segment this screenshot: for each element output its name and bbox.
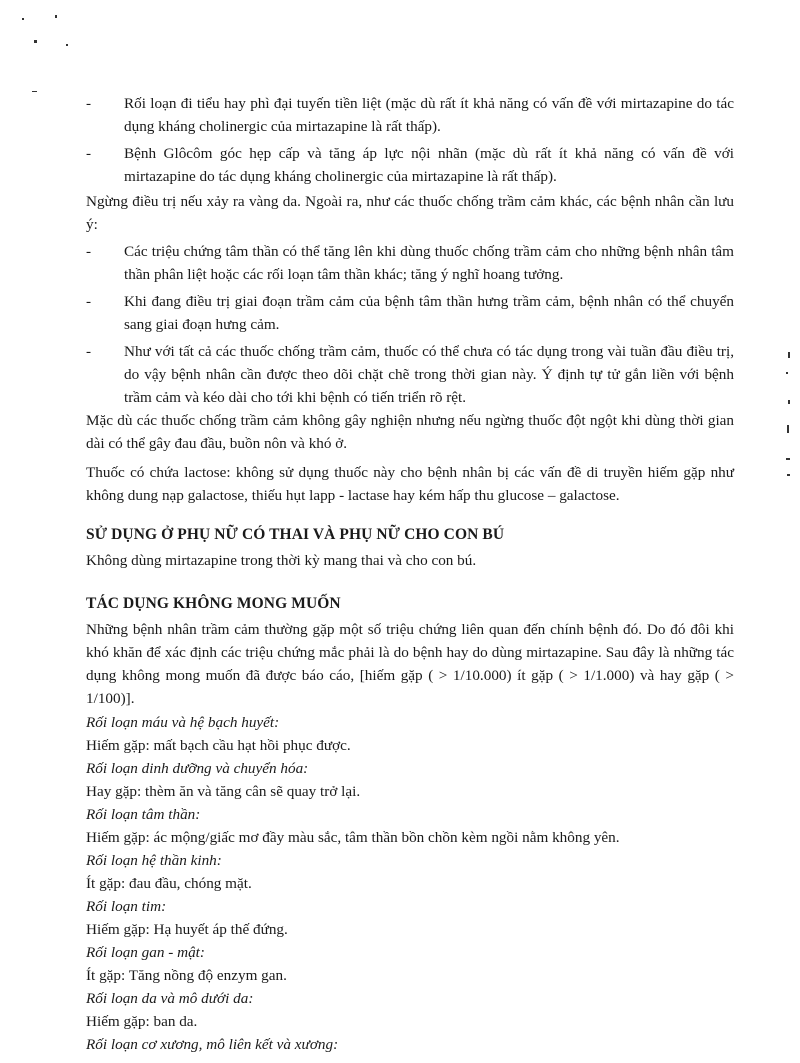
effect-detail: Hiếm gặp: ác mộng/giấc mơ đầy màu sắc, tâm thần bồn chồn kèm ngồi nằm không yên. bbox=[86, 829, 620, 846]
paragraph-pregnancy: Không dùng mirtazapine trong thời kỳ mang thai và cho con bú. bbox=[86, 552, 477, 569]
scan-speck bbox=[787, 425, 789, 433]
scan-speck bbox=[788, 400, 790, 404]
effect-category: Rối loạn tim: bbox=[86, 898, 167, 915]
effect-group bbox=[86, 803, 734, 849]
effect-category: Rối loạn da và mô dưới da: bbox=[86, 990, 254, 1007]
effect-group bbox=[86, 711, 734, 757]
bullet-dash: - bbox=[86, 243, 92, 260]
bullet-dash: - bbox=[86, 293, 92, 310]
heading-pregnancy: SỬ DỤNG Ở PHỤ NỮ CÓ THAI VÀ PHỤ NỮ CHO CON BÚ bbox=[86, 526, 505, 543]
effect-detail: Ít gặp: đau đầu, chóng mặt. bbox=[86, 875, 252, 892]
adverse-effects-list bbox=[86, 711, 734, 1056]
scan-speck bbox=[22, 18, 24, 20]
effect-category: Rối loạn máu và hệ bạch huyết: bbox=[86, 714, 280, 731]
paragraph-lactose: Thuốc có chứa lactose: không sử dụng thuốc này cho bệnh nhân bị các vấn đề di truyền hiếm gặp như không dung nạp galactose, thiếu hụt lapp - lactase hay kém hấp thu glucose – galactose. bbox=[86, 464, 734, 504]
effect-group bbox=[86, 1033, 734, 1056]
bullet-dash: - bbox=[86, 343, 92, 360]
effect-category: Rối loạn hệ thần kinh: bbox=[86, 852, 222, 869]
effect-detail: Hay gặp: thèm ăn và tăng cân sẽ quay trở lại. bbox=[86, 783, 361, 800]
effect-detail: Hiếm gặp: mất bạch cầu hạt hồi phục được. bbox=[86, 737, 351, 754]
bullet-item bbox=[86, 340, 734, 409]
scan-speck bbox=[786, 372, 788, 374]
bullet-text: Rối loạn đi tiểu hay phì đại tuyến tiền liệt (mặc dù rất ít khả năng có vấn đề với mirtazapine do tác dụng kháng cholinergic của mirtazapine là rất thấp). bbox=[124, 95, 734, 135]
bullet-text: Như với tất cả các thuốc chống trầm cảm, thuốc có thể chưa có tác dụng trong vài tuần đầu điều trị, do vậy bệnh nhân cần được theo dõi chặt chẽ trong thời gian này. Ý định tự tử gắn liền với bệnh trầm cảm và kéo dài cho tới khi bệnh có tiến triển rõ rệt. bbox=[124, 343, 734, 406]
effect-category: Rối loạn dinh dưỡng và chuyển hóa: bbox=[86, 760, 309, 777]
effect-group bbox=[86, 895, 734, 941]
effect-detail: Hiếm gặp: Hạ huyết áp thế đứng. bbox=[86, 921, 288, 938]
scan-speck bbox=[787, 474, 790, 476]
bullet-text: Bệnh Glôcôm góc hẹp cấp và tăng áp lực nội nhãn (mặc dù rất ít khả năng có vấn đề với mirtazapine do tác dụng kháng cholinergic của mirtazapine là rất thấp). bbox=[124, 145, 734, 185]
effect-detail: Hiếm gặp: ban da. bbox=[86, 1013, 198, 1030]
scan-speck bbox=[786, 458, 790, 460]
bullet-item bbox=[86, 142, 734, 188]
bullet-item bbox=[86, 240, 734, 286]
bullet-dash: - bbox=[86, 145, 92, 162]
scan-speck bbox=[788, 352, 790, 358]
effect-category: Rối loạn cơ xương, mô liên kết và xương: bbox=[86, 1036, 339, 1053]
effect-group bbox=[86, 941, 734, 987]
bullet-text: Các triệu chứng tâm thần có thể tăng lên khi dùng thuốc chống trầm cảm cho những bệnh nhân tâm thần phân liệt hoặc các rối loạn tâm thần khác; tăng ý nghĩ hoang tưởng. bbox=[124, 243, 734, 283]
scan-speck bbox=[32, 91, 37, 92]
paragraph-jaundice: Ngừng điều trị nếu xảy ra vàng da. Ngoài ra, như các thuốc chống trầm cảm khác, các bệnh nhân cần lưu ý: bbox=[86, 193, 734, 233]
bullet-item bbox=[86, 290, 734, 336]
scan-speck bbox=[34, 40, 37, 43]
bullet-item bbox=[86, 92, 734, 138]
document-body bbox=[86, 92, 734, 1056]
scan-speck bbox=[55, 15, 57, 18]
scan-speck bbox=[66, 44, 68, 46]
effect-group bbox=[86, 757, 734, 803]
effect-category: Rối loạn tâm thần: bbox=[86, 806, 201, 823]
effect-group bbox=[86, 987, 734, 1033]
effect-detail: Ít gặp: Tăng nồng độ enzym gan. bbox=[86, 967, 287, 984]
paragraph-adverse-effects: Những bệnh nhân trầm cảm thường gặp một số triệu chứng liên quan đến chính bệnh đó. Do đó đôi khi khó khăn để xác định các triệu chứng mắc phải là do bệnh hay do dùng mirtazapine. Sau đây là những tác dụng không mong muốn đã được báo cáo, [hiếm gặp ( > 1/10.000) ít gặp ( > 1/1.000) và hay gặp ( > 1/100)]. bbox=[86, 621, 734, 707]
effect-group bbox=[86, 849, 734, 895]
paragraph-withdrawal: Mặc dù các thuốc chống trầm cảm không gây nghiện nhưng nếu ngừng thuốc đột ngột khi dùng thời gian dài có thể gây đau đầu, buồn nôn và khó ở. bbox=[86, 412, 734, 452]
heading-adverse-effects: TÁC DỤNG KHÔNG MONG MUỐN bbox=[86, 595, 341, 612]
bullet-dash: - bbox=[86, 95, 92, 112]
bullet-text: Khi đang điều trị giai đoạn trầm cảm của bệnh tâm thần hưng trầm cảm, bệnh nhân có thể chuyển sang giai đoạn hưng cảm. bbox=[124, 293, 734, 333]
effect-category: Rối loạn gan - mật: bbox=[86, 944, 205, 961]
